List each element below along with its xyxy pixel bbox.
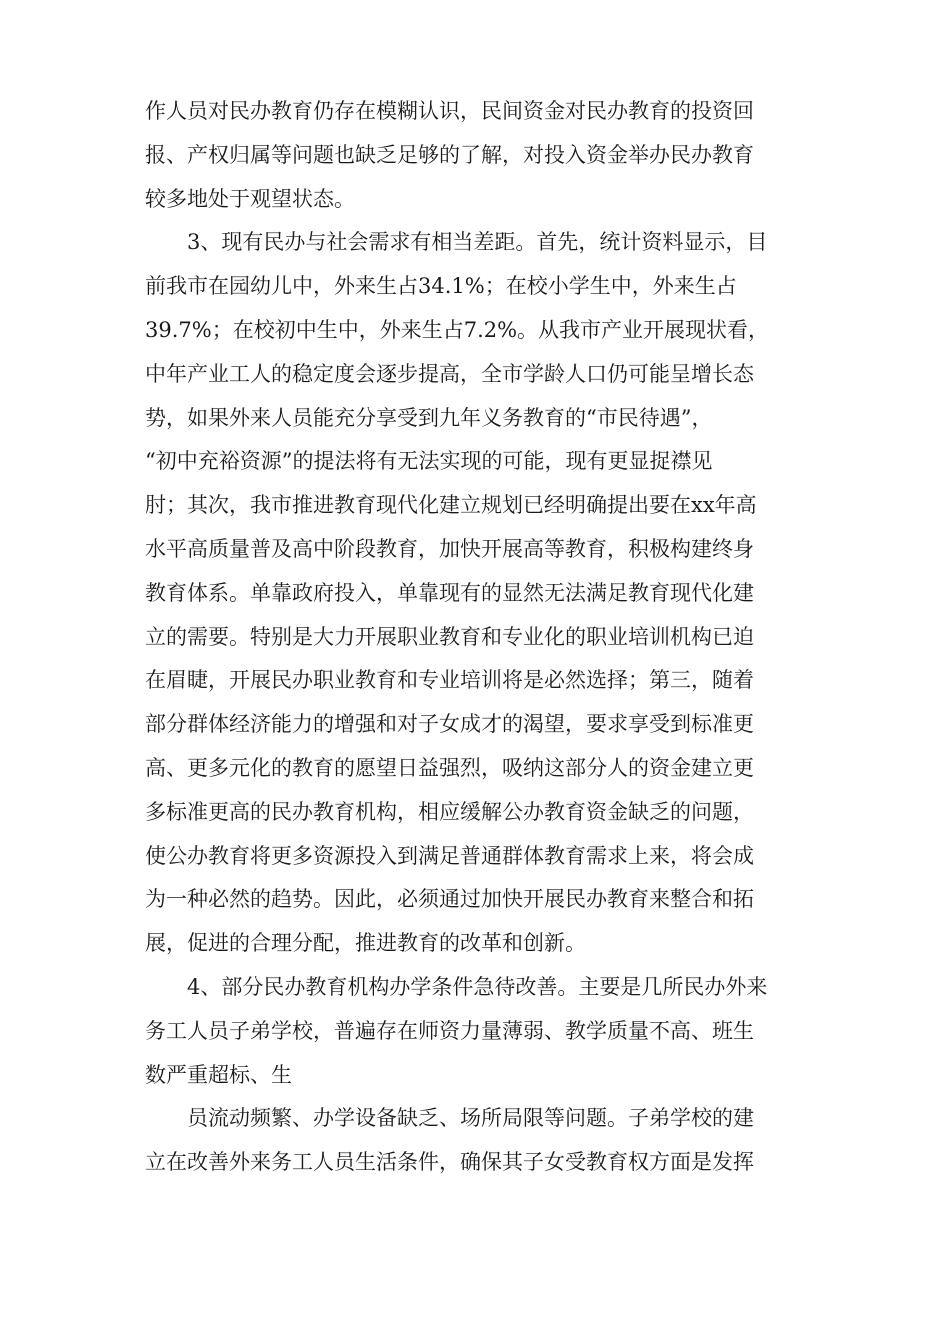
text-line: 报、产权归属等问题也缺乏足够的了解，对投入资金举办民办教育	[145, 142, 754, 167]
text-line: 务工人员子弟学校，普遍存在师资力量薄弱、教学质量不高、班生	[145, 1018, 754, 1043]
text-line: 在眉睫，开展民办职业教育和专业培训将是必然选择；第三，随着	[145, 668, 754, 693]
text-line: 中年产业工人的稳定度会逐步提高，全市学龄人口仍可能呈增长态	[145, 361, 754, 386]
text-line: 为一种必然的趋势。因此，必须通过加快开展民办教育来整合和拓	[145, 887, 754, 912]
text-line: 3、现有民办与社会需求有相当差距。首先，统计资料显示，目	[145, 230, 768, 255]
text-line: 高、更多元化的教育的愿望日益强烈，吸纳这部分人的资金建立更	[145, 755, 754, 780]
text-line: “初中充裕资源”的提法将有无法实现的可能，现有更显捉襟见	[145, 449, 713, 474]
text-line: 员流动频繁、办学设备缺乏、场所局限等问题。子弟学校的建	[145, 1106, 754, 1131]
text-line: 立在改善外来务工人员生活条件，确保其子女受教育权方面是发挥	[145, 1150, 754, 1175]
text-line: 多标准更高的民办教育机构，相应缓解公办教育资金缺乏的问题，	[145, 799, 754, 824]
text-line: 使公办教育将更多资源投入到满足普通群体教育需求上来，将会成	[145, 843, 754, 868]
text-line: 展，促进的合理分配，推进教育的改革和创新。	[145, 931, 586, 956]
text-line: 立的需要。特别是大力开展职业教育和专业化的职业培训机构已迫	[145, 624, 754, 649]
text-line: 水平高质量普及高中阶段教育，加快开展高等教育，积极构建终身	[145, 536, 754, 561]
text-line: 数严重超标、生	[145, 1062, 292, 1087]
text-line: 教育体系。单靠政府投入，单靠现有的显然无法满足教育现代化建	[145, 580, 754, 605]
text-line: 部分群体经济能力的增强和对子女成才的渴望，要求享受到标准更	[145, 712, 754, 737]
text-line: 4、部分民办教育机构办学条件急待改善。主要是几所民办外来	[145, 974, 768, 999]
text-line: 前我市在园幼儿中，外来生占34.1%；在校小学生中，外来生占	[145, 274, 737, 299]
text-line: 作人员对民办教育仍存在模糊认识，民间资金对民办教育的投资回	[145, 99, 754, 123]
text-line: 势，如果外来人员能充分享受到九年义务教育的“市民待遇”，	[145, 405, 713, 430]
text-line: 较多地处于观望状态。	[145, 186, 355, 211]
text-line: 肘；其次，我市推进教育现代化建立规划已经明确提出要在xx年高	[145, 493, 757, 518]
text-line: 39.7%；在校初中生中，外来生占7.2%。从我市产业开展现状看，	[145, 317, 770, 342]
document-body	[145, 90, 810, 1185]
